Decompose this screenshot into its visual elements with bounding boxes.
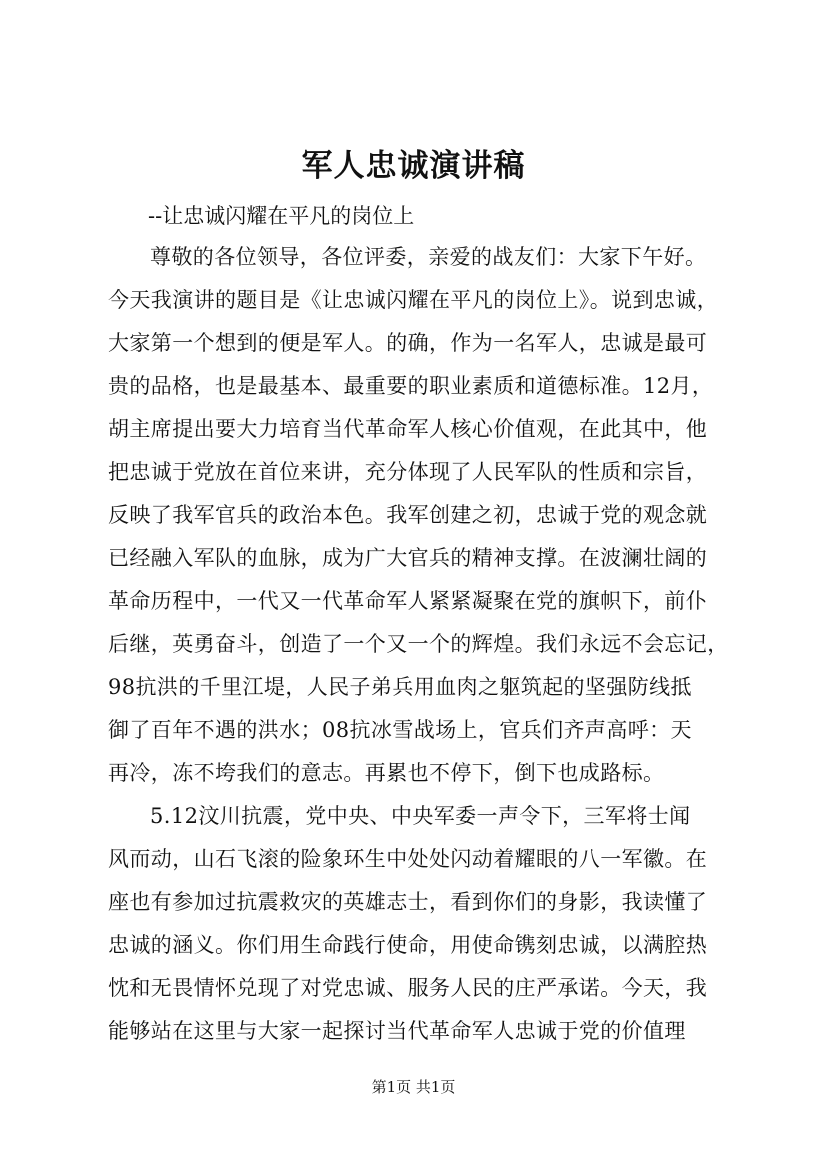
page-footer: 第1页 共1页 — [371, 1078, 456, 1096]
paragraph-line: 忠诚的涵义。你们用生命践行使命，用使命镌刻忠诚，以满腔热 — [108, 933, 708, 957]
paragraph-line: 已经融入军队的血脉，成为广大官兵的精神支撑。在波澜壮阔的 — [108, 546, 708, 570]
paragraph-line: 尊敬的各位领导，各位评委，亲爱的战友们：大家下午好。 — [150, 245, 707, 269]
paragraph-line: 反映了我军官兵的政治本色。我军创建之初，忠诚于党的观念就 — [108, 503, 708, 527]
paragraph-line: 再冷，冻不垮我们的意志。再累也不停下，倒下也成路标。 — [108, 761, 665, 785]
paragraph-line: 忱和无畏情怀兑现了对党忠诚、服务人民的庄严承诺。今天，我 — [108, 976, 708, 1000]
paragraph-line: 大家第一个想到的便是军人。的确，作为一名军人，忠诚是最可 — [108, 331, 708, 355]
paragraph-line: 风而动，山石飞滚的险象环生中处处闪动着耀眼的八一军徽。在 — [108, 847, 708, 871]
document-subtitle: --让忠诚闪耀在平凡的岗位上 — [148, 204, 415, 228]
paragraph-line: 座也有参加过抗震救灾的英雄志士，看到你们的身影，我读懂了 — [108, 890, 708, 914]
paragraph-line: 把忠诚于党放在首位来讲，充分体现了人民军队的性质和宗旨， — [108, 460, 708, 484]
paragraph-line: 胡主席提出要大力培育当代革命军人核心价值观，在此其中，他 — [108, 417, 708, 441]
paragraph-line: 5.12汶川抗震，党中央、中央军委一声令下，三军将士闻 — [150, 804, 691, 828]
paragraph-line: 98抗洪的千里江堤，人民子弟兵用血肉之躯筑起的坚强防线抵 — [108, 675, 692, 699]
paragraph-line: 能够站在这里与大家一起探讨当代革命军人忠诚于党的价值理 — [108, 1019, 686, 1043]
paragraph-line: 贵的品格，也是最基本、最重要的职业素质和道德标准。12月， — [108, 374, 714, 398]
paragraph-line: 革命历程中，一代又一代革命军人紧紧凝聚在党的旗帜下，前仆 — [108, 589, 708, 613]
paragraph-line: 御了百年不遇的洪水；08抗冰雪战场上，官兵们齐声高呼：天 — [108, 718, 692, 742]
paragraph-line: 今天我演讲的题目是《让忠诚闪耀在平凡的岗位上》。说到忠诚， — [108, 288, 719, 312]
document-title: 军人忠诚演讲稿 — [301, 148, 526, 184]
paragraph-line: 后继，英勇奋斗，创造了一个又一个的辉煌。我们永远不会忘记， — [108, 632, 729, 656]
